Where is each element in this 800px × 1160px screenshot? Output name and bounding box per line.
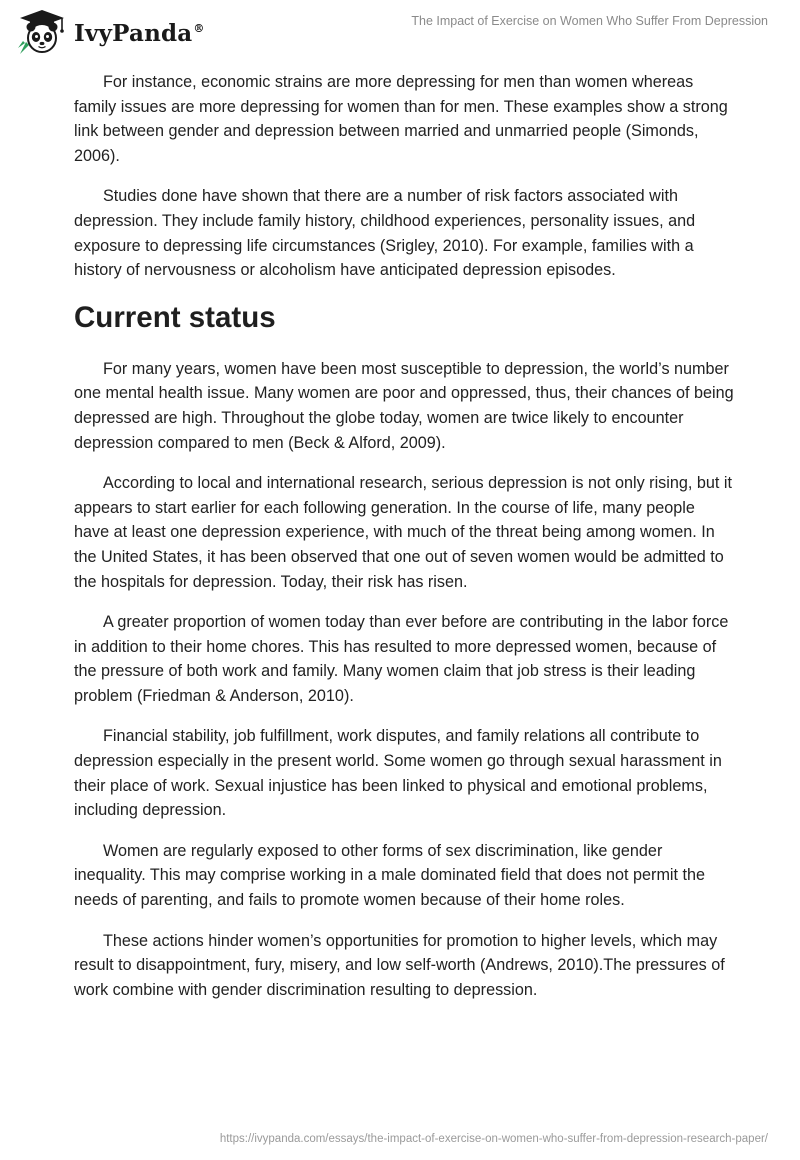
section-heading: Current status bbox=[74, 300, 276, 334]
paragraph: For many years, women have been most susceptible to depression, the world’s number one mental health issue. Many women are poor and oppressed, thus, their chances of being depressed are high. Throughout the globe today, women are twice likely to encounter depression compared to men (Beck & Alford, 2009). bbox=[74, 359, 734, 452]
source-url[interactable]: https://ivypanda.com/essays/the-impact-of-exercise-on-women-who-suffer-from-depression-research-paper/ bbox=[219, 1133, 768, 1145]
brand-logo[interactable] bbox=[16, 8, 205, 56]
paragraph: According to local and international research, serious depression is not only rising, but it appears to start earlier for each following generation. In the course of life, many people have at least one depression experience, with much of the threat being among women. In the United States, it has been observed that one out of seven women would be admitted to the hospitals for depression. Today, their risk has risen. bbox=[74, 474, 732, 591]
panda-graduation-cap-icon bbox=[16, 8, 68, 56]
paragraph: These actions hinder women’s opportunities for promotion to higher levels, which may result to disappointment, fury, misery, and low self-worth (Andrews, 2010).The pressures of work combine with gender discrimination resulting to depression. bbox=[74, 931, 725, 999]
page-header bbox=[0, 0, 800, 64]
paragraph: Financial stability, job fulfillment, work disputes, and family relations all contribute to depression especially in the present world. Some women go through sexual harassment in their place of work. Sexual injustice has been linked to physical and emotional problems, including depression. bbox=[74, 727, 722, 820]
paragraph: Women are regularly exposed to other forms of sex discrimination, like gender inequality. This may comprise working in a male dominated field that does not permit the needs of parenting, and fails to promote women because of their home roles. bbox=[74, 841, 706, 910]
paragraph: Studies done have shown that there are a number of risk factors associated with depression. They include family history, childhood experiences, personality issues, and exposure to depressing life circumstances (Srigley, 2010). For example, families with a history of nervousness or alcoholism have anticipated depression episodes. bbox=[74, 187, 696, 280]
document-title: The Impact of Exercise on Women Who Suffer From Depression bbox=[411, 14, 768, 28]
paragraph: For instance, economic strains are more depressing for men than women whereas family issues are more depressing for women than for men. These examples show a strong link between gender and depression between married and unmarried people (Simonds, 2006). bbox=[74, 73, 728, 165]
paragraph: A greater proportion of women today than ever before are contributing in the labor force in addition to their home chores. This has resulted to more depressed women, because of the pressure of both work and family. Many women claim that job stress is their leading problem (Friedman & Anderson, 2010). bbox=[74, 613, 729, 705]
registered-mark: ® bbox=[193, 21, 205, 35]
brand-name: IvyPanda® bbox=[74, 19, 205, 47]
essay-body bbox=[74, 70, 734, 1018]
